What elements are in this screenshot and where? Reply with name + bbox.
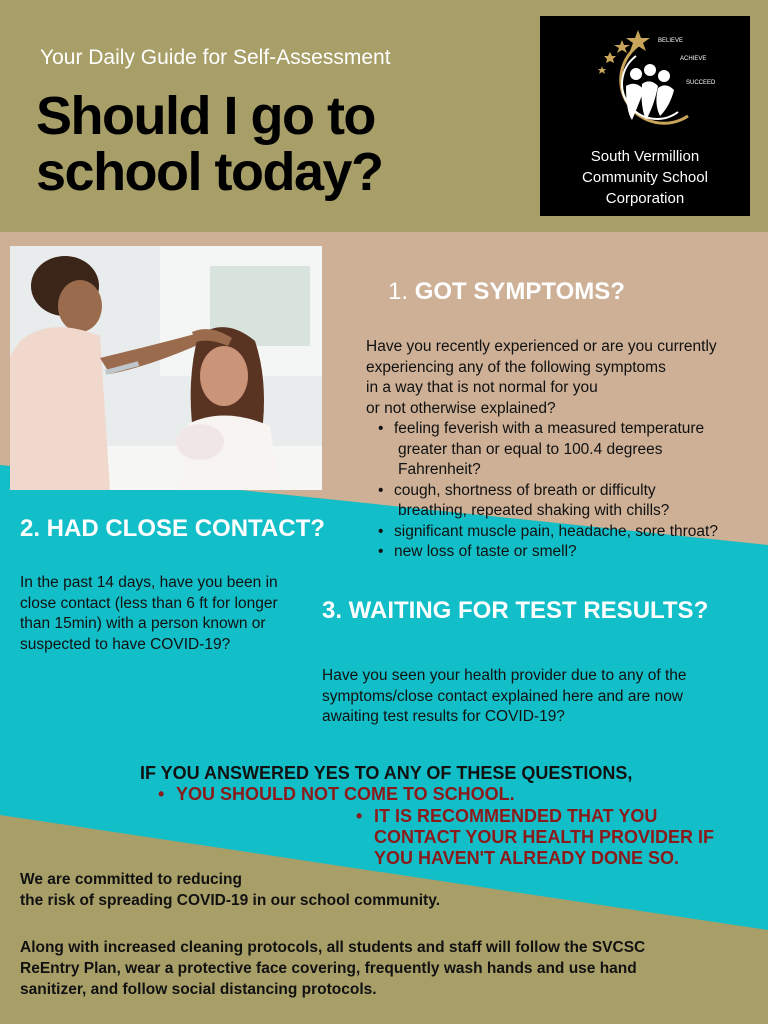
answer-item-text: CONTACT YOUR HEALTH PROVIDER IF <box>374 827 715 847</box>
text-line: close contact (less than 6 ft for longer <box>20 594 278 612</box>
answer-item <box>158 784 515 805</box>
list-item <box>366 419 756 481</box>
title-line-1: Should I go to <box>36 86 375 146</box>
text-line: We are committed to reducing <box>20 871 242 888</box>
list-item-text: significant muscle pain, headache, sore throat? <box>394 522 718 540</box>
text-line: than 15min) with a person known or <box>20 615 266 632</box>
school-name-line: Corporation <box>605 190 685 207</box>
star-icon <box>598 66 606 74</box>
list-item-text: breathing, repeated shaking with chills? <box>398 502 670 519</box>
list-item-text: feeling feverish with a measured temperature <box>394 420 705 437</box>
section-title: GOT SYMPTOMS? <box>414 278 625 305</box>
answer-item-text: IT IS RECOMMENDED THAT YOU <box>374 806 658 826</box>
school-name <box>540 146 750 209</box>
logo-word: SUCCEED <box>686 80 716 86</box>
commitment-text <box>20 869 750 911</box>
text-line: in a way that is not normal for you <box>366 379 598 396</box>
text-line: the risk of spreading COVID-19 in our school community. <box>20 892 440 909</box>
answer-item-text: YOU HAVEN'T ALREADY DONE SO. <box>374 848 679 868</box>
list-item <box>366 522 756 543</box>
text-line: or not otherwise explained? <box>366 399 556 417</box>
bullet-dot-icon: • <box>356 806 363 826</box>
text-line: awaiting test results for COVID-19? <box>322 708 565 725</box>
text-line: Have you recently experienced or are you currently <box>366 338 717 355</box>
text-line: ReEntry Plan, wear a protective face covering, frequently wash hands and use hand <box>20 960 637 977</box>
title-line-2: school today? <box>36 142 383 202</box>
page-title <box>36 88 383 200</box>
text-line: experiencing any of the following symptoms <box>366 358 666 376</box>
page-subtitle: Your Daily Guide for Self-Assessment <box>40 46 391 69</box>
school-name-line: Community School <box>582 169 708 186</box>
text-line: Have you seen your health provider due to any of the <box>322 667 687 684</box>
school-name-line: South Vermillion <box>590 148 700 165</box>
logo-word: BELIEVE <box>658 38 684 44</box>
logo-emblem-icon <box>540 16 750 146</box>
symptoms-heading <box>388 278 625 306</box>
star-icon <box>604 52 616 63</box>
test-results-text <box>322 666 742 728</box>
mother-child-photo <box>10 246 322 490</box>
list-item-text: Fahrenheit? <box>398 461 481 478</box>
answer-heading: IF YOU ANSWERED YES TO ANY OF THESE QUESTIONS, <box>140 763 633 783</box>
close-contact-text <box>20 573 320 655</box>
list-item-text: new loss of taste or smell? <box>394 543 577 560</box>
text-line: suspected to have COVID-19? <box>20 635 231 653</box>
answer-item-text: YOU SHOULD NOT COME TO SCHOOL. <box>176 784 515 804</box>
star-icon <box>626 30 650 51</box>
section-number: 1. <box>388 278 409 305</box>
list-item <box>366 481 756 522</box>
text-line: symptoms/close contact explained here and are now <box>322 687 684 705</box>
logo-word: ACHIEVE <box>680 56 707 62</box>
photo-illustration-icon <box>10 246 322 490</box>
test-results-heading: 3. WAITING FOR TEST RESULTS? <box>322 597 709 624</box>
text-line: In the past 14 days, have you been in <box>20 574 278 591</box>
text-line: sanitizer, and follow social distancing protocols. <box>20 981 377 998</box>
bullet-dot-icon: • <box>158 784 165 804</box>
star-icon <box>614 40 630 53</box>
school-logo <box>540 16 750 216</box>
list-item-text: cough, shortness of breath or difficulty <box>394 481 656 499</box>
symptoms-text <box>366 337 756 563</box>
text-line: Along with increased cleaning protocols, all students and staff will follow the SVCSC <box>20 939 646 956</box>
symptoms-list <box>366 419 756 563</box>
close-contact-heading: 2. HAD CLOSE CONTACT? <box>20 515 325 542</box>
answer-item <box>356 806 736 869</box>
list-item-text: greater than or equal to 100.4 degrees <box>398 440 663 458</box>
list-item <box>366 542 756 563</box>
protocols-text <box>20 937 750 1000</box>
